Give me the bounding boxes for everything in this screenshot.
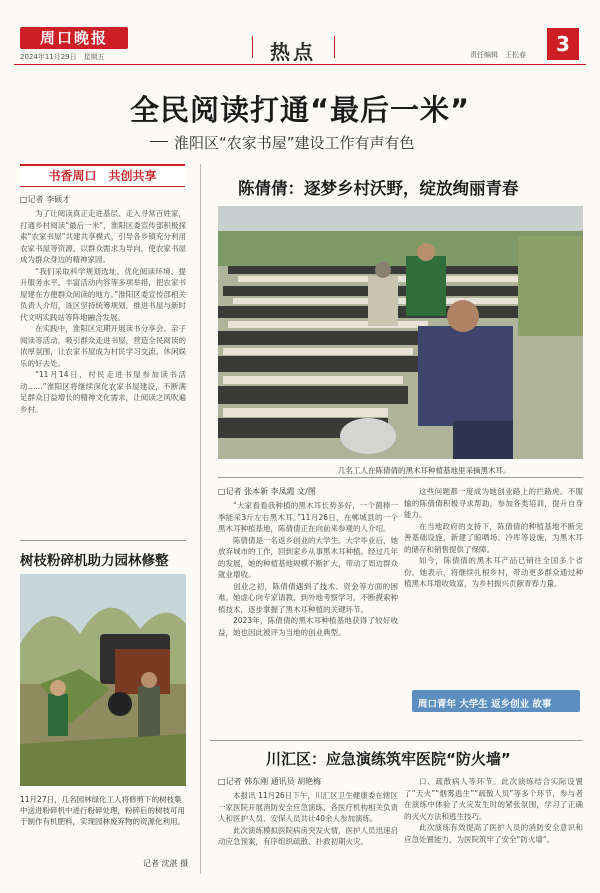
column-divider [200, 164, 201, 874]
paragraph: 如今，陈倩倩的黑木耳产品已销往全国多个省份。她表示，将继续扎根乡村，带动更多群众通过种植黑木耳增收致富，为乡村振兴贡献青春力量。 [404, 556, 583, 588]
photo-caption-rule [218, 477, 583, 478]
story-bottom-col-a [218, 790, 398, 880]
paragraph: 为了让阅读真正走进基层、走入寻常百姓家，打通乡村阅读“最后一米”，淮阳区委宣传部积极探索“农家书屋”共建共享模式，引导各乡镇充分利用农家书屋等资源，以群众需求为导向，使农家书屋成为群众身边的精神家园。 [20, 209, 186, 264]
paragraph: 创业之初，陈倩倩遇到了技术、资金等方面的困难。她虚心向专家请教，到外地考察学习，不断摸索种植技术，逐步掌握了黑木耳种植的关键环节。 [218, 581, 398, 614]
paragraph: “11月14日，村民走进书屋参加读书活动……”淮阳区将继续深化农家书屋建设，不断满足群众日益增长的精神文化需求，让阅读之风吹遍乡村。 [20, 370, 186, 414]
story-right-photo-caption: 几名工人在陈倩倩的黑木耳种植基地里采摘黑木耳。 [338, 466, 511, 475]
fungus-farm-photo [218, 206, 583, 459]
editor-credit: 责任编辑 王松春 [470, 51, 526, 59]
issue-date: 2024年11月29日 星期五 [20, 53, 105, 61]
col1-body [20, 208, 186, 533]
story-right-byline: □记者 张本新 李凤霞 文/图 [218, 487, 316, 496]
section-divider-left [252, 36, 253, 58]
masthead-rule [14, 64, 586, 65]
story-right-col-a [218, 500, 398, 740]
paragraph: 陈倩倩是一名返乡创业的大学生。大学毕业后，她放弃城市的工作，回到家乡从事黑木耳种植。经过几年的发展，她的种植基地规模不断扩大，带动了周边群众就业增收。 [218, 535, 398, 579]
lead-headline: 全民阅读打通“最后一米” [129, 93, 471, 127]
paragraph: 此次演练有效提高了医护人员的消防安全意识和应急处置能力，为医院筑牢了安全“防火墙”。 [404, 823, 583, 844]
paragraph: 此次演练模拟医院病房突发火情，医护人员迅速启动应急预案，有序组织疏散、扑救初期火灾。 [218, 825, 398, 846]
story2-credit: 记者 沈湛 摄 [143, 859, 189, 868]
story2-headline: 树枝粉碎机助力园林修整 [20, 553, 169, 569]
paragraph: 在实践中，淮阳区定期开展读书分享会、亲子阅读等活动，吸引群众走进书屋，营造全民阅读的浓厚氛围，让农家书屋成为村民学习交流、休闲娱乐的好去处。 [20, 324, 186, 368]
newspaper-logo: 周口晚报 [20, 27, 128, 49]
paragraph: 本报讯 11月26日下午，川汇区卫生健康委在辖区一家医院开展消防安全应急演练，各医疗机构相关负责人和医护人员、安保人员共计40余人参加演练。 [218, 791, 398, 823]
story-right-headline: 陈倩倩：逐梦乡村沃野，绽放绚丽青春 [238, 179, 519, 198]
reading-banner: 书香周口 共创共享 [20, 164, 185, 187]
lead-subhead: 淮阳区“农家书屋”建设工作有声有色 [174, 134, 415, 152]
col1-byline: □记者 李硕才 [20, 195, 71, 204]
paragraph: 在当地政府的支持下，陈倩倩的种植基地不断完善基础设施，新建了晾晒场、冷库等设施，为黑木耳的储存和销售提供了保障。 [404, 521, 583, 554]
story2-caption: 11月27日，几名园林绿化工人将修剪下的树枝集中送进粉碎机中进行粉碎处理，粉碎后的树枝可用于制作有机肥料，实现园林废弃物的资源化利用。 [20, 795, 185, 826]
page-number: 3 [547, 28, 579, 60]
section-title: 热点 [270, 40, 316, 64]
paragraph: 口、疏散病人等环节。此次演练结合实际设置了“天火”“烟雾逃生”“疏散人员”等多个环节，参与者在演练中体验了火灾发生时的紧张氛围，学习了正确的灭火方法和逃生技巧。 [404, 777, 583, 821]
bottom-story-rule [210, 740, 583, 741]
story-bottom-headline: 川汇区：应急演练筑牢医院“防火墙” [266, 750, 511, 768]
shredder-photo [20, 574, 186, 786]
story-bottom-byline: □记者 韩东刚 通讯员 胡艳梅 [218, 777, 322, 786]
story-right-col-b [404, 486, 583, 686]
subhead-dash [150, 141, 168, 142]
story-bottom-col-b [404, 776, 583, 880]
youth-banner-text: 周口青年 大学生 返乡创业 故事 [418, 699, 552, 710]
paragraph: 2023年，陈倩倩的黑木耳种植基地获得了较好收益，她也因此被评为当地的创业典型。 [218, 616, 398, 637]
paragraph: “大家看看我种植的黑木耳长势多好，一个菌棒一季能采3斤左右黑木耳。”11月26日，在郸城县的一个黑木耳种植基地，陈倩倩正在向前来参观的人介绍。 [218, 501, 398, 533]
paragraph: 这些问题都一度成为她创业路上的拦路虎。不服输的陈倩倩积极寻求帮助，参加各类培训，提升自身能力。 [404, 487, 583, 519]
col1-rule [20, 540, 186, 541]
paragraph: “我们采取科学规划选址、优化阅读环境、提升服务水平、丰富活动内容等多项举措，把农家书屋建在方便群众阅读的地方。”淮阳区委宣传部相关负责人介绍，该区坚持统筹规划，推进书屋与新时代文明实践站等阵地融合发展。 [20, 266, 186, 322]
section-divider-right [334, 36, 335, 58]
